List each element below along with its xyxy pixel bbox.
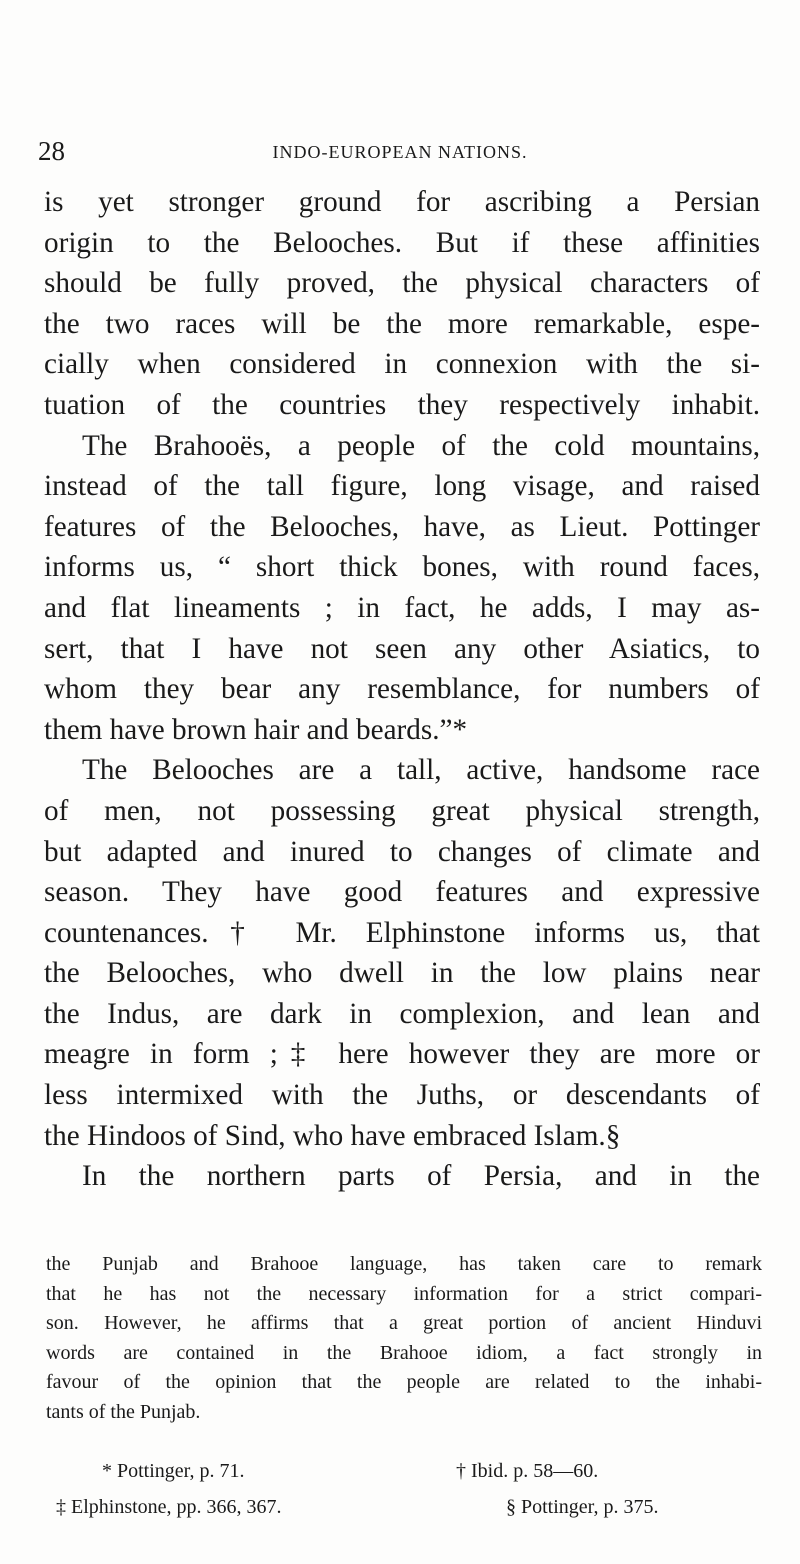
body-line: the two races will be the more remarkable, espe- xyxy=(44,307,760,340)
running-head: INDO-EUROPEAN NATIONS. xyxy=(272,142,528,162)
body-line: meagre in form ;‡ here however they are more or xyxy=(44,1038,760,1071)
page-number: 28 xyxy=(38,136,65,166)
body-line: of men, not possessing great physical strength, xyxy=(44,794,760,827)
body-line: should be fully proved, the physical characters of xyxy=(44,267,760,300)
body-line: and flat lineaments ; in fact, he adds, I may as- xyxy=(44,591,760,624)
body-line: cially when considered in connexion with the si- xyxy=(44,348,760,381)
body-line: In the northern parts of Persia, and in the xyxy=(82,1160,760,1193)
body-line: instead of the tall figure, long visage, and raised xyxy=(44,470,760,503)
footnote-ref-dagger: † Ibid. p. 58—60. xyxy=(456,1460,599,1482)
body-line: The Brahooës, a people of the cold mountains, xyxy=(82,429,760,462)
body-line: countenances.† Mr. Elphinstone informs us, that xyxy=(44,916,760,949)
body-line: sert, that I have not seen any other Asiatics, to xyxy=(44,632,760,665)
body-line: is yet stronger ground for ascribing a Persian xyxy=(44,186,760,218)
body-line: features of the Belooches, have, as Lieut. Pottinger xyxy=(44,510,760,543)
body-line: tuation of the countries they respectively inhabit. xyxy=(44,388,760,421)
footnote-line: the Punjab and Brahooe language, has taken care to remark xyxy=(46,1253,762,1275)
footnote-line: words are contained in the Brahooe idiom, a fact strongly in xyxy=(46,1341,762,1364)
body-line: origin to the Belooches. But if these affinities xyxy=(44,226,760,259)
footnote-line: tants of the Punjab. xyxy=(46,1400,201,1423)
footnote-ref-double-dagger: ‡ Elphinstone, pp. 366, 367. xyxy=(56,1496,282,1518)
body-line: the Hindoos of Sind, who have embraced Islam.§ xyxy=(44,1119,621,1152)
body-line: but adapted and inured to changes of climate and xyxy=(44,835,760,868)
body-line: whom they bear any resemblance, for numbers of xyxy=(44,673,760,706)
footnote-ref-asterisk: * Pottinger, p. 71. xyxy=(102,1460,245,1482)
page-header xyxy=(38,136,762,168)
body-line: them have brown hair and beards.”* xyxy=(44,713,468,746)
body-line: less intermixed with the Juths, or descendants of xyxy=(44,1079,760,1112)
footnote-line: that he has not the necessary information for a strict compari- xyxy=(46,1282,762,1305)
body-line: The Belooches are a tall, active, handsome race xyxy=(82,754,760,787)
body-line: the Belooches, who dwell in the low plains near xyxy=(44,957,760,990)
footnote-line: favour of the opinion that the people are related to the inhabi- xyxy=(46,1371,762,1393)
footnote-line: son. However, he affirms that a great portion of ancient Hinduvi xyxy=(46,1312,762,1334)
body-line: informs us, “ short thick bones, with round faces, xyxy=(44,551,760,584)
footnote-continuation xyxy=(46,1250,762,1427)
footnote-ref-section: § Pottinger, p. 375. xyxy=(506,1496,659,1518)
body-line: the Indus, are dark in complexion, and lean and xyxy=(44,997,760,1030)
body-line: season. They have good features and expressive xyxy=(44,876,760,909)
body-text xyxy=(44,182,760,1197)
